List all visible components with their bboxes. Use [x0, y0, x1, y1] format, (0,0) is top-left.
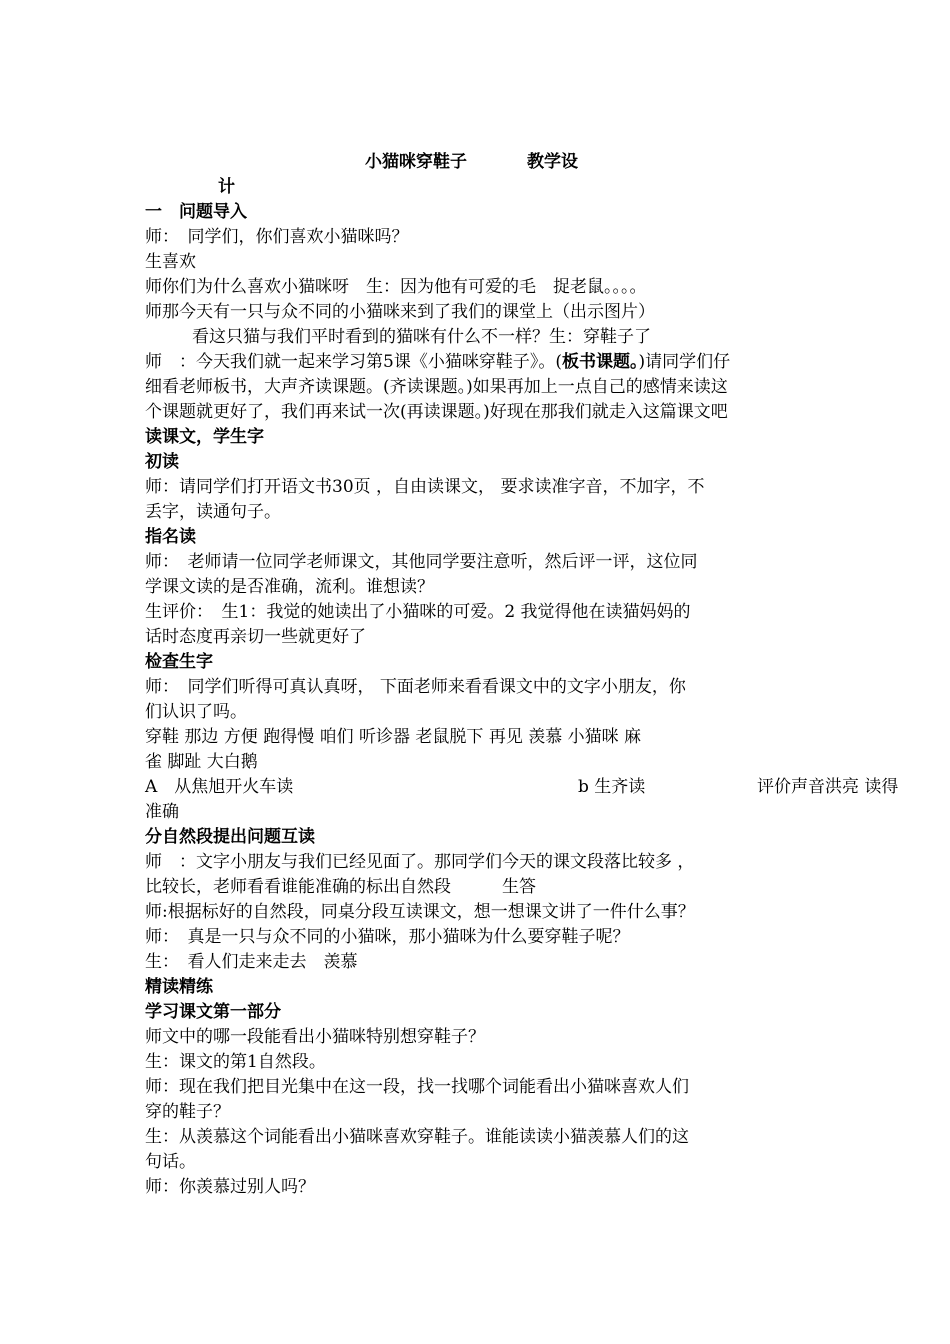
paragraph-line: 师你们为什么喜欢小猫咪呀 生：因为他有可爱的毛 捉老鼠。。。。 — [145, 277, 647, 297]
section-heading: 读课文，学生字 — [145, 427, 264, 447]
paragraph-line: 生：从羡慕这个词能看出小猫咪喜欢穿鞋子。谁能读读小猫羡慕人们的这 — [145, 1127, 689, 1147]
section-heading: 精读精练 — [145, 977, 213, 997]
paragraph-line: 生喜欢 — [145, 252, 196, 272]
paragraph-line: 师：你羡慕过别人吗？ — [145, 1177, 315, 1197]
text-run: A 从焦旭开火车读 — [145, 777, 294, 797]
paragraph-line: 话时态度再亲切一些就更好了 — [145, 627, 366, 647]
paragraph-line: 丢字，读通句子。 — [145, 502, 281, 522]
paragraph-line: 生评价： 生1：我觉的她读出了小猫咪的可爱。2 我觉得他在读猫妈妈的 — [145, 602, 691, 622]
paragraph-line: 师：请同学们打开语文书30页 ，自由读课文， 要求读准字音，不加字，不 — [145, 477, 705, 497]
paragraph-line: 生：课文的第1自然段。 — [145, 1052, 326, 1072]
text-run: 评价声音洪亮 读得 — [757, 777, 899, 797]
paragraph-line: 准确 — [145, 802, 179, 822]
text-run: b 生齐读 — [578, 777, 646, 797]
section-heading: 学习课文第一部分 — [145, 1002, 281, 1022]
section-heading-intro: 一 问题导入 — [145, 202, 247, 222]
bold-text-run: 板书课题。 — [561, 352, 639, 372]
doc-title-part2: 教学设 — [527, 152, 578, 172]
paragraph-line: 师： 真是一只与众不同的小猫咪，那小猫咪为什么要穿鞋子呢？ — [145, 927, 630, 947]
section-heading: 指名读 — [145, 527, 196, 547]
paragraph-line — [145, 350, 815, 375]
paragraph-line: 师： 同学们听得可真认真呀， 下面老师来看看课文中的文字小朋友，你 — [145, 677, 686, 697]
text-run: )请同学们仔 — [638, 352, 731, 372]
paragraph-line — [145, 775, 899, 800]
paragraph-line: 看这只猫与我们平时看到的猫咪有什么不一样？生：穿鞋子了 — [192, 327, 651, 347]
paragraph-line: 比较长，老师看看谁能准确的标出自然段 生答 — [145, 877, 536, 897]
paragraph-line: 学课文读的是否准确，流利。谁想读？ — [145, 577, 434, 597]
section-heading: 初读 — [145, 452, 179, 472]
paragraph-line: 师： 同学们，你们喜欢小猫咪吗？ — [145, 227, 409, 247]
paragraph-line: 师：现在我们把目光集中在这一段，找一找哪个词能看出小猫咪喜欢人们 — [145, 1077, 689, 1097]
text-run: 师 ：今天我们就一起来学习第5课《小猫咪穿鞋子》。( — [145, 352, 562, 372]
paragraph-line: 雀 脚趾 大白鹅 — [145, 752, 258, 772]
paragraph-line: 师:根据标好的自然段，同桌分段互读课文，想一想课文讲了一件什么事？ — [145, 902, 695, 922]
paragraph-line: 穿鞋 那边 方便 跑得慢 咱们 听诊器 老鼠脱下 再见 羡慕 小猫咪 麻 — [145, 727, 642, 747]
paragraph-line: 个课题就更好了，我们再来试一次(再读课题。)好现在那我们就走入这篇课文吧 — [145, 402, 728, 422]
paragraph-line: 师那今天有一只与众不同的小猫咪来到了我们的课堂上（出示图片） — [145, 302, 655, 322]
paragraph-line: 生： 看人们走来走去 羡慕 — [145, 952, 358, 972]
paragraph-line: 细看老师板书，大声齐读课题。(齐读课题。)如果再加上一点自己的感情来读这 — [145, 377, 728, 397]
paragraph-line: 句话。 — [145, 1152, 196, 1172]
paragraph-line: 师 ：文字小朋友与我们已经见面了。那同学们今天的课文段落比较多 ， — [145, 852, 695, 872]
section-heading: 检查生字 — [145, 652, 213, 672]
paragraph-line: 师： 老师请一位同学老师课文，其他同学要注意听，然后评一评，这位同 — [145, 552, 698, 572]
doc-title-part3: 计 — [218, 177, 235, 197]
doc-title-part1: 小猫咪穿鞋子 — [365, 152, 467, 172]
paragraph-line: 穿的鞋子？ — [145, 1102, 230, 1122]
section-heading: 分自然段提出问题互读 — [145, 827, 315, 847]
paragraph-line: 师文中的哪一段能看出小猫咪特别想穿鞋子？ — [145, 1027, 485, 1047]
paragraph-line: 们认识了吗。 — [145, 702, 247, 722]
